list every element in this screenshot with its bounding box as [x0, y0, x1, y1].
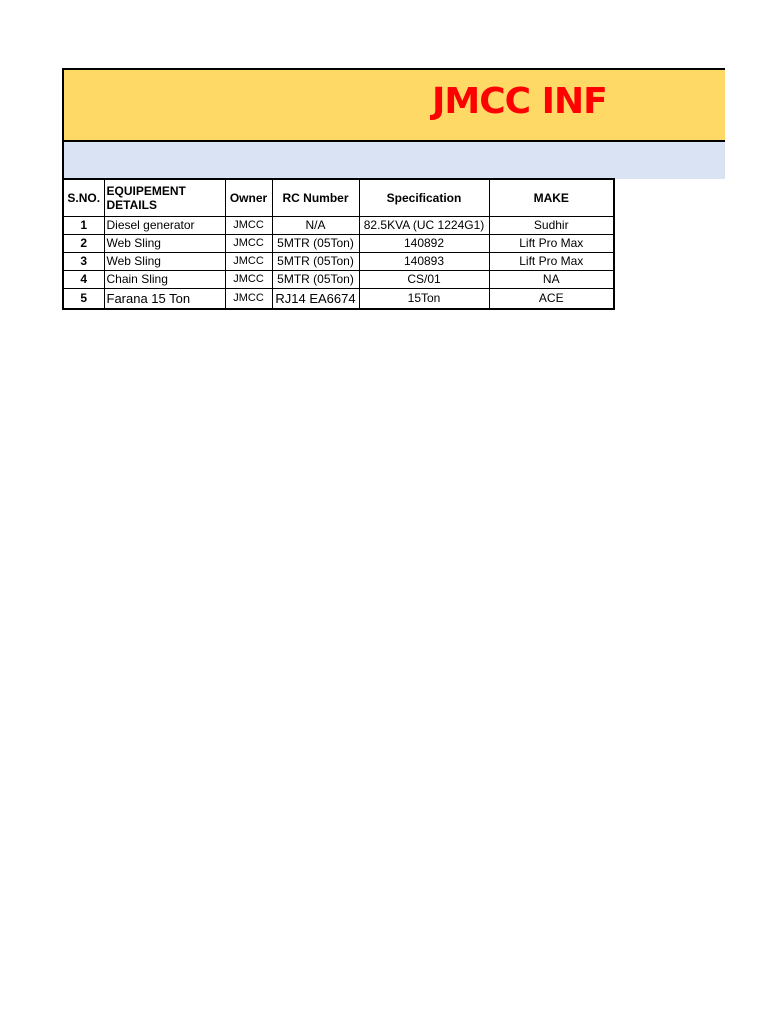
cell-specification[interactable]: CS/01	[359, 271, 489, 289]
cell-sno[interactable]: 1	[63, 217, 104, 235]
sheet-title: JMCC INF	[432, 81, 607, 122]
table-row	[63, 253, 614, 271]
subtitle-band[interactable]	[62, 142, 725, 179]
header-rc-number[interactable]: RC Number	[272, 179, 359, 217]
table-row	[63, 217, 614, 235]
cell-sno[interactable]: 4	[63, 271, 104, 289]
cell-equipment-details[interactable]: Chain Sling	[104, 271, 225, 289]
cell-sno[interactable]: 3	[63, 253, 104, 271]
cell-equipment-details[interactable]: Web Sling	[104, 253, 225, 271]
header-sno[interactable]: S.NO.	[63, 179, 104, 217]
cell-rc-number[interactable]: RJ14 EA6674	[272, 289, 359, 310]
cell-equipment-details[interactable]: Farana 15 Ton	[104, 289, 225, 310]
table-row	[63, 289, 614, 310]
cell-rc-number[interactable]: 5MTR (05Ton)	[272, 271, 359, 289]
table-row	[63, 271, 614, 289]
cell-owner[interactable]: JMCC	[225, 271, 272, 289]
title-cell[interactable]	[62, 68, 613, 142]
cell-rc-number[interactable]: N/A	[272, 217, 359, 235]
cell-rc-number[interactable]: 5MTR (05Ton)	[272, 235, 359, 253]
cell-owner[interactable]: JMCC	[225, 253, 272, 271]
cell-make[interactable]: Lift Pro Max	[489, 235, 614, 253]
cell-sno[interactable]: 5	[63, 289, 104, 310]
cell-make[interactable]: ACE	[489, 289, 614, 310]
header-make[interactable]: MAKE	[489, 179, 614, 217]
cell-rc-number[interactable]: 5MTR (05Ton)	[272, 253, 359, 271]
table-row	[63, 235, 614, 253]
cell-specification[interactable]: 15Ton	[359, 289, 489, 310]
cell-sno[interactable]: 2	[63, 235, 104, 253]
table-header-row	[63, 179, 614, 217]
cell-owner[interactable]: JMCC	[225, 289, 272, 310]
header-specification[interactable]: Specification	[359, 179, 489, 217]
cell-owner[interactable]: JMCC	[225, 235, 272, 253]
cell-make[interactable]: NA	[489, 271, 614, 289]
cell-specification[interactable]: 82.5KVA (UC 1224G1)	[359, 217, 489, 235]
header-equipment-details[interactable]: EQUIPEMENT DETAILS	[104, 179, 225, 217]
cell-equipment-details[interactable]: Web Sling	[104, 235, 225, 253]
cell-specification[interactable]: 140892	[359, 235, 489, 253]
cell-make[interactable]: Sudhir	[489, 217, 614, 235]
equipment-table	[62, 178, 615, 310]
cell-make[interactable]: Lift Pro Max	[489, 253, 614, 271]
cell-owner[interactable]: JMCC	[225, 217, 272, 235]
cell-equipment-details[interactable]: Diesel generator	[104, 217, 225, 235]
cell-specification[interactable]: 140893	[359, 253, 489, 271]
header-owner[interactable]: Owner	[225, 179, 272, 217]
